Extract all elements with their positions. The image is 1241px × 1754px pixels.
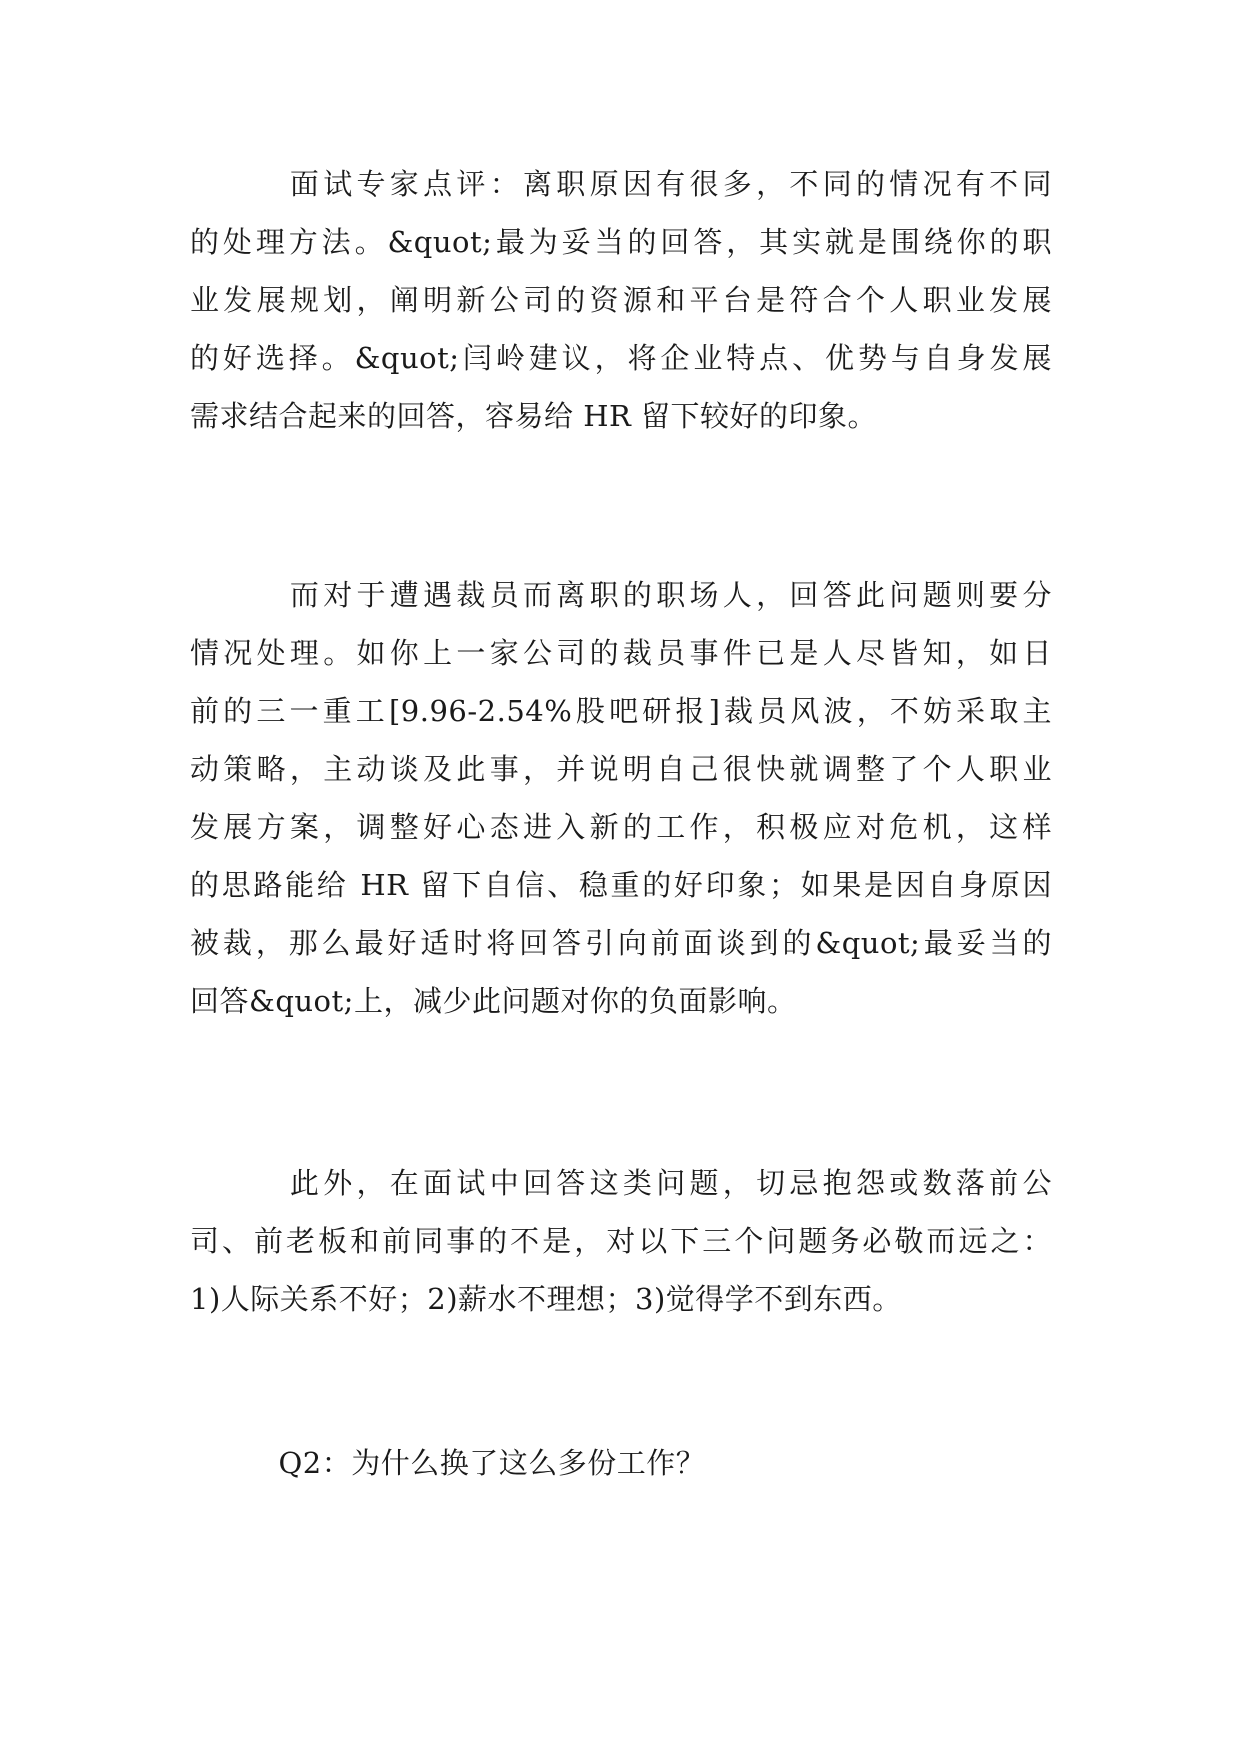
text-line: 情况处理。如你上一家公司的裁员事件已是人尽皆知，如日: [190, 636, 1052, 670]
text-line: 1)人际关系不好；2)薪水不理想；3)觉得学不到东西。: [190, 1282, 902, 1316]
text-line: 而对于遭遇裁员而离职的职场人，回答此问题则要分: [190, 578, 1052, 612]
text-line: 业发展规划，阐明新公司的资源和平台是符合个人职业发展: [190, 283, 1052, 317]
text-line: 的好选择。&quot;闫岭建议，将企业特点、优势与自身发展: [190, 341, 1052, 375]
text-line: 被裁，那么最好适时将回答引向前面谈到的&quot;最妥当的: [190, 926, 1052, 960]
paragraph-avoid-complaints: [190, 1154, 1052, 1328]
paragraph-expert-review: [190, 155, 1052, 445]
text-line: 司、前老板和前同事的不是，对以下三个问题务必敬而远之：: [190, 1224, 1052, 1258]
text-line: 前的三一重工[9.96-2.54%股吧研报]裁员风波，不妨采取主: [190, 694, 1052, 728]
text-line: 需求结合起来的回答，容易给 HR 留下较好的印象。: [190, 399, 878, 433]
text-line: 的处理方法。&quot;最为妥当的回答，其实就是围绕你的职: [190, 225, 1052, 259]
text-line: 的思路能给 HR 留下自信、稳重的好印象；如果是因自身原因: [190, 868, 1052, 902]
text-line: 面试专家点评：离职原因有很多，不同的情况有不同: [190, 167, 1052, 201]
question-q2: Q2：为什么换了这么多份工作？: [190, 1446, 706, 1480]
text-line: 此外，在面试中回答这类问题，切忌抱怨或数落前公: [190, 1166, 1052, 1200]
text-line: 动策略，主动谈及此事，并说明自己很快就调整了个人职业: [190, 752, 1052, 786]
paragraph-layoff-advice: [190, 566, 1052, 1030]
question-heading: [190, 1434, 1052, 1492]
text-line: 发展方案，调整好心态进入新的工作，积极应对危机，这样: [190, 810, 1052, 844]
text-line: 回答&quot;上，减少此问题对你的负面影响。: [190, 984, 797, 1018]
